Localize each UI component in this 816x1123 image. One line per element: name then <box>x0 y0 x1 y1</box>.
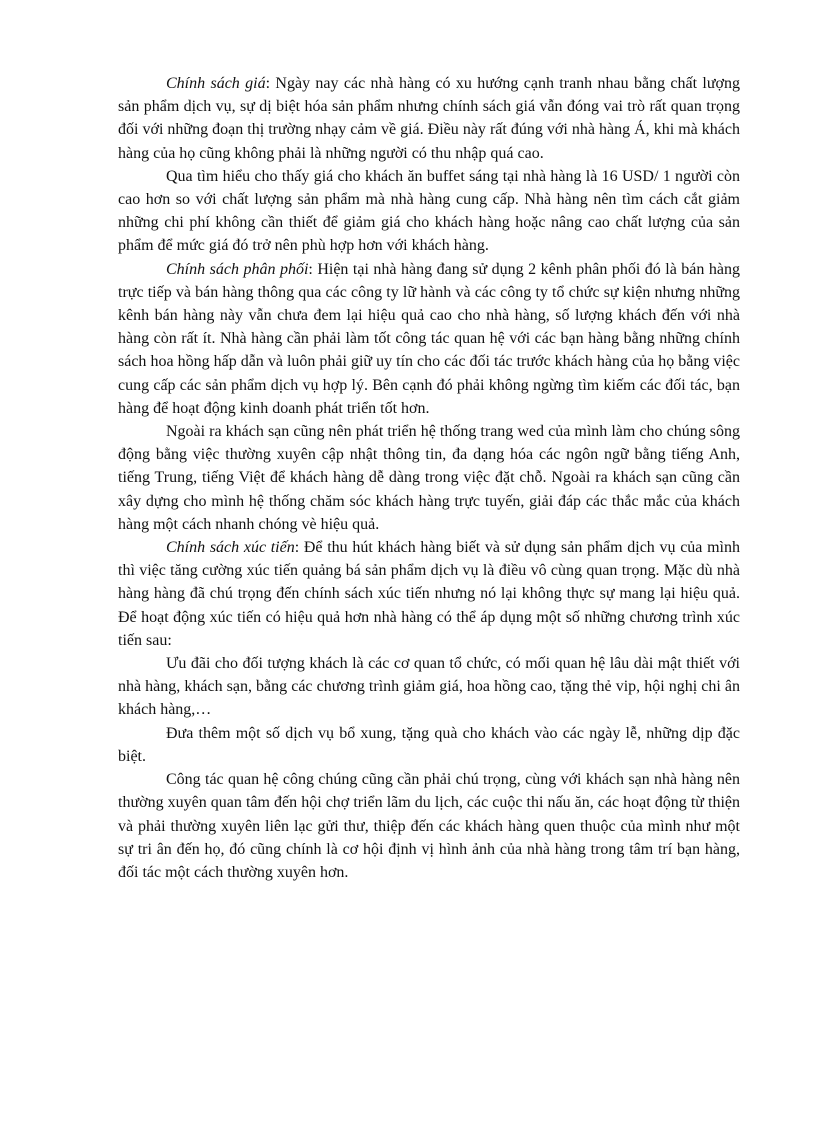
distribution-policy-heading: Chính sách phân phối <box>166 260 309 278</box>
paragraph-website <box>118 420 740 536</box>
paragraph-buffet-price <box>118 165 740 258</box>
promotion-policy-text: : Để thu hút khách hàng biết và sử dụng sản phẩm dịch vụ của mình thì việc tăng cường xúc tiến quảng bá sản phẩm dịch vụ là điều vô cùng quan trọng. Mặc dù nhà hàng hàng đã chú trọng đến chính sách xúc tiến nhưng nó lại không thực sự mang lại hiệu quả. Để hoạt động xúc tiến có hiệu quả hơn nhà hàng có thể áp dụng một số những chương trình xúc tiến sau: <box>118 539 740 649</box>
incentives-text: Ưu đãi cho đối tượng khách là các cơ quan tổ chức, có mối quan hệ lâu dài mật thiết với nhà hàng, khách sạn, bằng các chương trình giảm giá, hoa hồng cao, tặng thẻ vip, hội nghị chi ân khách hàng,… <box>118 655 740 719</box>
paragraph-public-relations <box>118 768 740 884</box>
promotion-policy-heading: Chính sách xúc tiến <box>166 539 295 557</box>
document-page <box>118 72 740 884</box>
pricing-policy-heading: Chính sách giá <box>166 75 266 92</box>
paragraph-incentives <box>118 652 740 722</box>
extra-services-text: Đưa thêm một số dịch vụ bổ xung, tặng quà cho khách vào các ngày lễ, những dịp đặc biệt. <box>118 724 740 765</box>
distribution-policy-text: : Hiện tại nhà hàng đang sử dụng 2 kênh phân phối đó là bán hàng trực tiếp và bán hàng thông qua các công ty lữ hành và các công ty tổ chức sự kiện nhưng những kênh bán hàng này vẫn chưa đem lại hiệu quả cao cho nhà hàng, số lượng khách đến với nhà hàng còn rất ít. Nhà hàng cần phải làm tốt công tác quan hệ với các bạn hàng bằng những chính sách hoa hồng hấp dẫn và luôn phải giữ uy tín cho các đối tác trước khách hàng của họ bằng việc cung cấp các sản phẩm dịch vụ hợp lý. Bên cạnh đó phải không ngừng tìm kiếm các đối tác, bạn hàng để hoạt động kinh doanh phát triển tốt hơn. <box>118 260 741 417</box>
paragraph-pricing-policy <box>118 72 740 165</box>
buffet-price-text: Qua tìm hiểu cho thấy giá cho khách ăn buffet sáng tại nhà hàng là 16 USD/ 1 người còn cao hơn so với chất lượng sản phẩm mà nhà hàng cung cấp. Nhà hàng nên tìm cách cắt giảm những chi phí không cần thiết để giảm giá cho khách hàng hoặc nâng cao chất lượng của sản phẩm để mức giá đó trở nên phù hợp hơn với khách hàng. <box>118 167 740 255</box>
paragraph-extra-services <box>118 722 740 768</box>
paragraph-distribution-policy <box>118 258 740 420</box>
pricing-policy-text: : Ngày nay các nhà hàng có xu hướng cạnh tranh nhau bằng chất lượng sản phẩm dịch vụ, sự dị biệt hóa sản phẩm nhưng chính sách giá vẫn đóng vai trò rất quan trọng đối với những đoạn thị trường nhạy cảm về giá. Điều này rất đúng với nhà hàng Á, khi mà khách hàng của họ cũng không phải là những người có thu nhập quá cao. <box>118 75 741 162</box>
website-text: Ngoài ra khách sạn cũng nên phát triển hệ thống trang wed của mình làm cho chúng sông động bằng việc thường xuyên cập nhật thông tin, đa dạng hóa các ngôn ngữ bằng tiếng Anh, tiếng Trung, tiếng Việt để khách hàng dễ dàng trong việc đặt chỗ. Ngoài ra khách sạn cũng cần xây dựng cho mình hệ thống chăm sóc khách hàng trực tuyến, giải đáp các thắc mắc của khách hàng một cách nhanh chóng vè hiệu quả. <box>118 423 740 533</box>
public-relations-text: Công tác quan hệ công chúng cũng cần phải chú trọng, cùng với khách sạn nhà hàng nên thường xuyên quan tâm đến hội chợ triển lãm du lịch, các cuộc thi nấu ăn, các hoạt động từ thiện và phải thường xuyên liên lạc gửi thư, thiệp đến các khách hàng quen thuộc của mình như một sự tri ân đến họ, đó cũng chính là cơ hội định vị hình ảnh của nhà hàng trong tâm trí bạn hàng, đối tác một cách thường xuyên hơn. <box>118 771 740 881</box>
paragraph-promotion-policy <box>118 536 740 652</box>
